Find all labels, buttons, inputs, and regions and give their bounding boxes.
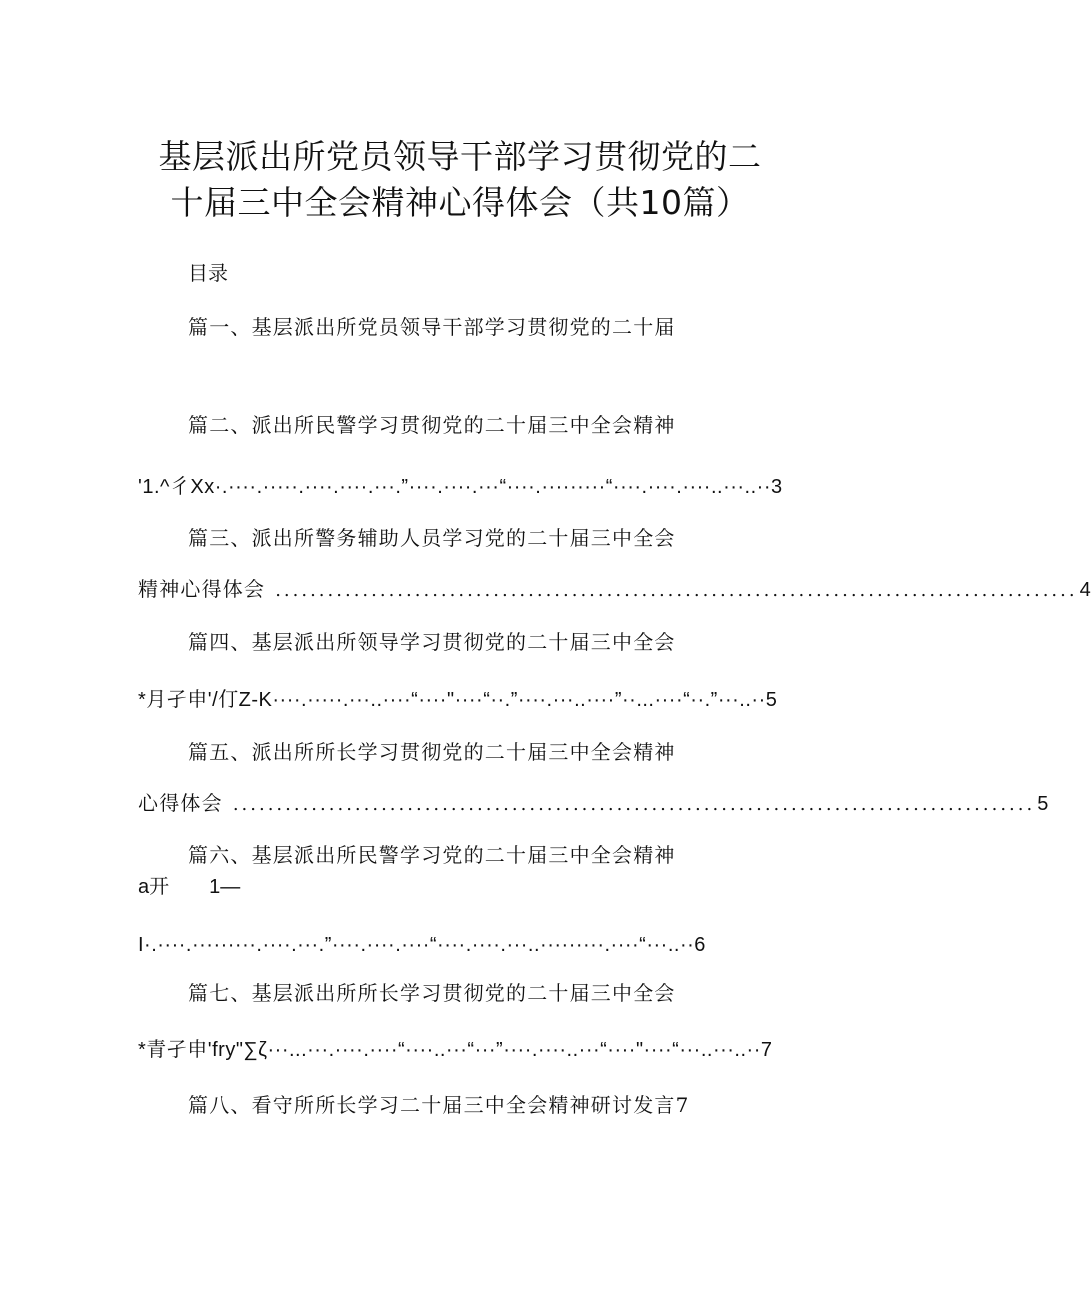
toc-entry-3-page-number: 4 [1079, 579, 1092, 601]
toc-entry-7-title[interactable]: 篇七、基层派出所所长学习贯彻党的二十届三中全会 [188, 981, 676, 1005]
toc-entry-6-title[interactable]: 篇六、基层派出所民警学习党的二十届三中全会精神 [188, 843, 676, 867]
toc-entry-7-continuation[interactable]: *青孑申'fry"∑ζ···...···.····.····“····..···“···”····.····..···“····"····“···..···..··7 [138, 1039, 773, 1061]
toc-entry-5-continuation[interactable] [138, 788, 1050, 820]
toc-entry-5-page-number: 5 [1037, 793, 1050, 815]
toc-entry-4-continuation[interactable]: *月孑申'/仃Z-K····.·····.···..····“····"····“··.”····.···..····”··...····“··.”···..··5 [138, 689, 778, 711]
toc-entry-6-fragment: a开 1— [138, 876, 241, 898]
toc-heading: 目录 [188, 261, 228, 285]
toc-entry-2-title[interactable]: 篇二、派出所民警学习贯彻党的二十届三中全会精神 [188, 413, 676, 437]
toc-entry-8-title[interactable]: 篇八、看守所所长学习二十届三中全会精神研讨发言7 [188, 1093, 690, 1117]
toc-entry-4-title[interactable]: 篇四、基层派出所领导学习贯彻党的二十届三中全会 [188, 630, 676, 654]
toc-entry-6-continuation[interactable]: I·.····.·········.····.···.”····.····.····“····.····.···..·········.····“···..··6 [138, 934, 706, 956]
toc-entry-1-title[interactable]: 篇一、基层派出所党员领导干部学习贯彻党的二十届 [188, 315, 676, 339]
toc-entry-3-continuation[interactable] [138, 574, 1092, 606]
toc-entry-2-continuation[interactable]: '1.^彳Xx·.····.·····.····.····.···.”····.····.···“····.·········“····.····.····..···..··3 [138, 476, 783, 498]
toc-entry-3-label: 精神心得体会 [138, 577, 266, 601]
toc-entry-5-leader-dots: ............................................................................................ [232, 794, 1036, 815]
toc-entry-3-title[interactable]: 篇三、派出所警务辅助人员学习党的二十届三中全会 [188, 526, 676, 550]
toc-entry-5-label: 心得体会 [138, 791, 223, 815]
toc-entry-5-title[interactable]: 篇五、派出所所长学习贯彻党的二十届三中全会精神 [188, 740, 676, 764]
document-title-line-1: 基层派出所党员领导干部学习贯彻党的二 [158, 137, 762, 176]
document-title-line-2: 十届三中全会精神心得体会（共10篇） [170, 183, 750, 222]
toc-entry-3-leader-dots: ............................................................................................ [275, 580, 1078, 601]
